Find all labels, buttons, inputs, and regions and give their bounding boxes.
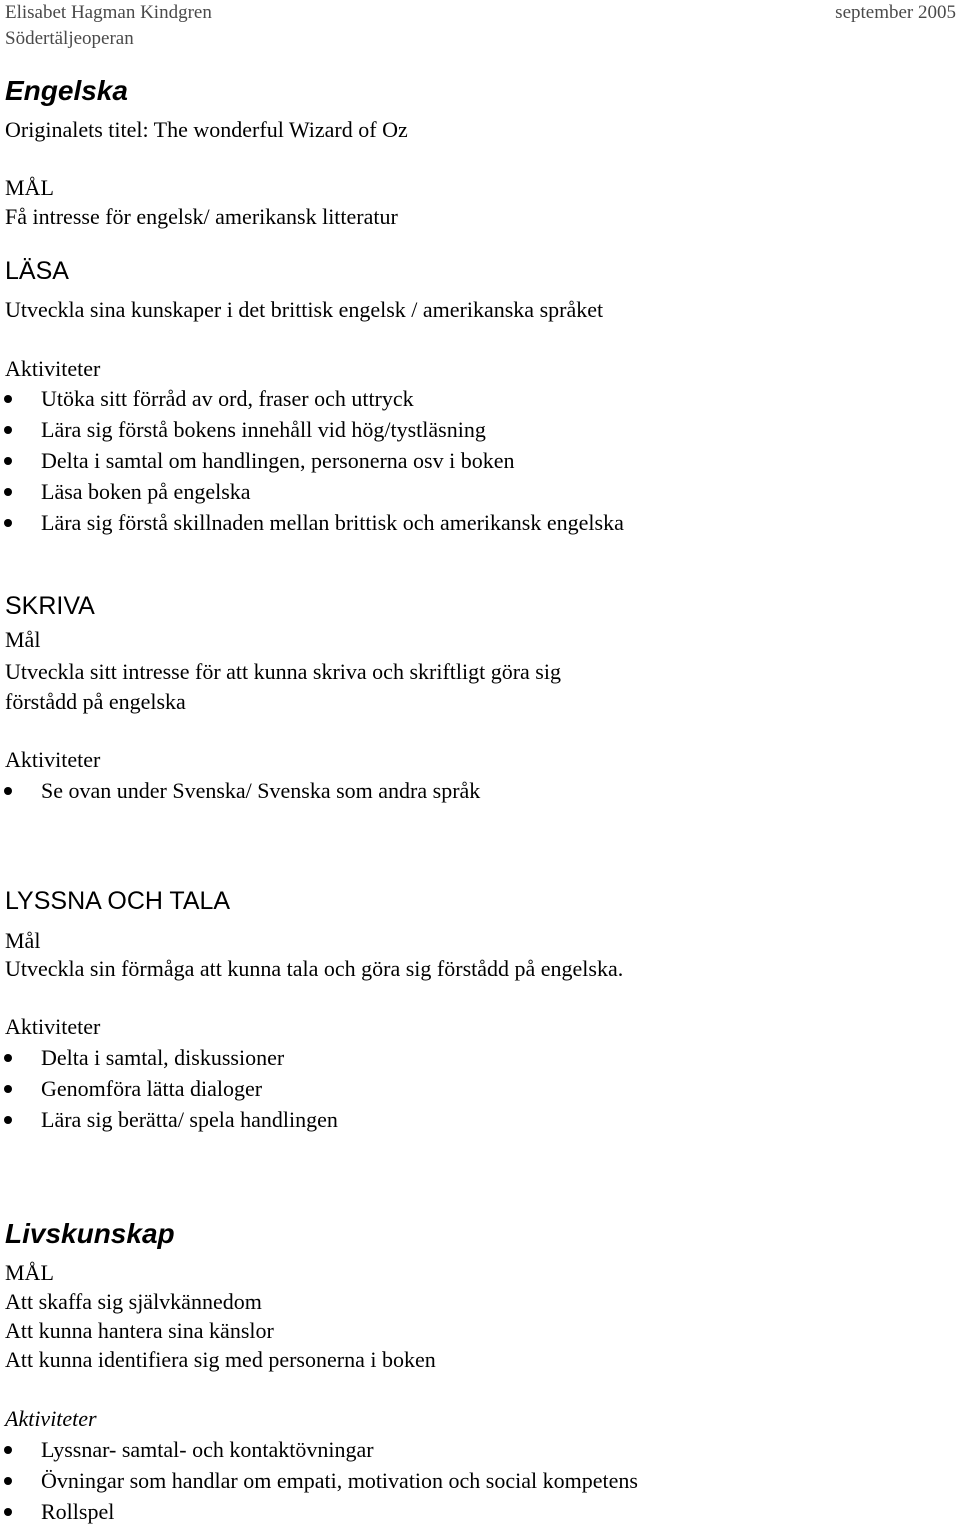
- page-header-left: [5, 0, 212, 52]
- list-item: Lyssnar- samtal- och kontaktövningar: [0, 1434, 638, 1465]
- livskunskap-activities-label: Aktiviteter: [5, 1406, 97, 1431]
- lyssna-activities-label: Aktiviteter: [5, 1014, 101, 1039]
- list-item: Lära sig berätta/ spela handlingen: [0, 1104, 338, 1135]
- livskunskap-goal: Att kunna identifiera sig med personerna i boken: [5, 1347, 436, 1372]
- list-item: Lära sig förstå bokens innehåll vid hög/tystläsning: [0, 414, 624, 445]
- header-organization: Södertäljeoperan: [5, 28, 134, 49]
- list-item: Delta i samtal, diskussioner: [0, 1042, 338, 1073]
- section-title-livskunskap: Livskunskap: [5, 1218, 175, 1249]
- section-title-engelska: Engelska: [5, 75, 128, 106]
- header-author: Elisabet Hagman Kindgren: [5, 2, 212, 23]
- lyssna-mal-label: Mål: [5, 928, 41, 953]
- lyssna-text: Utveckla sin förmåga att kunna tala och göra sig förstådd på engelska.: [5, 956, 624, 981]
- heading-lyssna-och-tala: LYSSNA OCH TALA: [5, 887, 231, 915]
- list-item: Delta i samtal om handlingen, personerna osv i boken: [0, 445, 624, 476]
- lyssna-activities-list: [0, 1042, 338, 1135]
- livskunskap-activities-list: [0, 1434, 638, 1527]
- livskunskap-goal: Att skaffa sig självkännedom: [5, 1289, 262, 1314]
- list-item: Rollspel: [0, 1496, 638, 1527]
- original-title: Originalets titel: The wonderful Wizard of Oz: [5, 117, 408, 142]
- skriva-mal-label: Mål: [5, 627, 41, 652]
- skriva-activities-label: Aktiviteter: [5, 747, 101, 772]
- livskunskap-goal: Att kunna hantera sina känslor: [5, 1318, 274, 1343]
- list-item: Se ovan under Svenska/ Svenska som andra språk: [0, 775, 480, 806]
- skriva-text-line2: förstådd på engelska: [5, 689, 186, 714]
- heading-skriva: SKRIVA: [5, 592, 95, 620]
- list-item: Övningar som handlar om empati, motivation och social kompetens: [0, 1465, 638, 1496]
- mal-label: MÅL: [5, 175, 54, 200]
- list-item: Utöka sitt förråd av ord, fraser och uttryck: [0, 383, 624, 414]
- list-item: Genomföra lätta dialoger: [0, 1073, 338, 1104]
- list-item: Läsa boken på engelska: [0, 476, 624, 507]
- lasa-text: Utveckla sina kunskaper i det brittisk engelsk / amerikanska språket: [5, 297, 604, 322]
- list-item: Lära sig förstå skillnaden mellan brittisk och amerikansk engelska: [0, 507, 624, 538]
- lasa-activities-list: [0, 383, 624, 538]
- header-date: september 2005: [835, 2, 956, 23]
- skriva-activities-list: [0, 775, 480, 806]
- skriva-text-line1: Utveckla sitt intresse för att kunna skriva och skriftligt göra sig: [5, 659, 561, 684]
- lasa-activities-label: Aktiviteter: [5, 356, 101, 381]
- livskunskap-mal-label: MÅL: [5, 1260, 54, 1285]
- mal-text: Få intresse för engelsk/ amerikansk litteratur: [5, 204, 398, 229]
- heading-lasa: LÄSA: [5, 257, 69, 285]
